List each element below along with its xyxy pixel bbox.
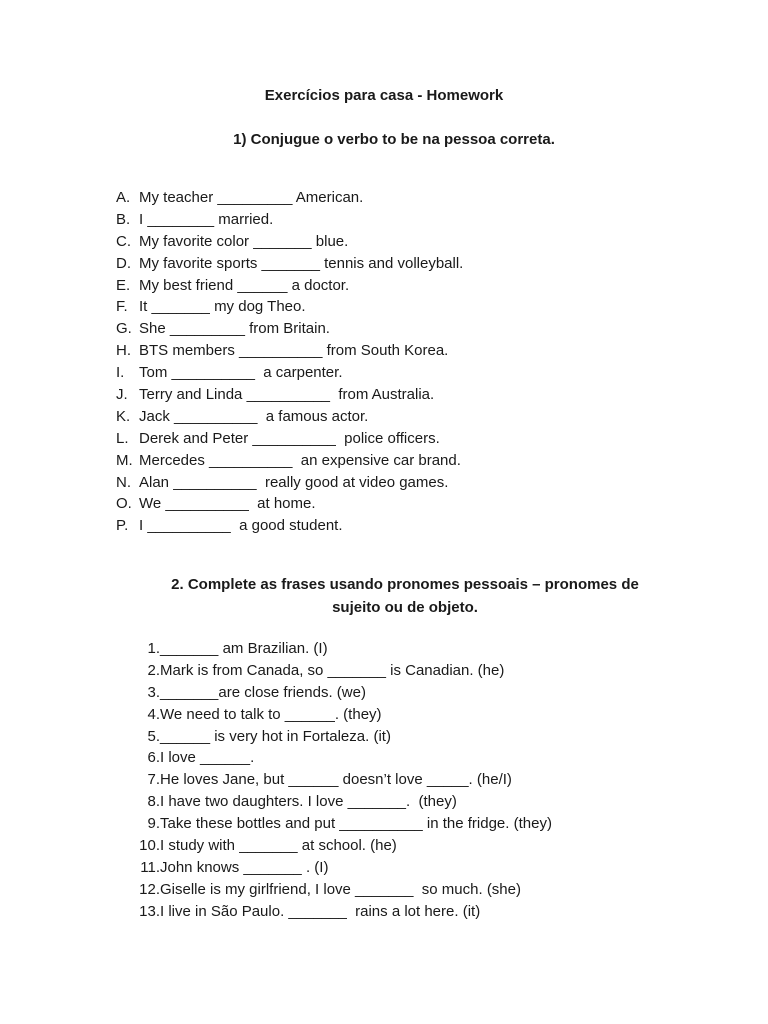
list-item xyxy=(116,253,463,275)
list-item xyxy=(116,187,463,209)
list-item xyxy=(130,660,552,682)
list-item-text: We need to talk to ______. (they) xyxy=(160,705,382,723)
list-item-marker: 10. xyxy=(139,837,160,855)
list-item xyxy=(116,493,463,515)
list-item-marker: H. xyxy=(116,342,131,360)
list-item-text: I live in São Paulo. _______ rains a lot here. (it) xyxy=(160,902,481,920)
list-item xyxy=(130,682,552,704)
list-item xyxy=(130,813,552,835)
list-item-text: Tom __________ a carpenter. xyxy=(139,364,343,382)
section2-heading: 2. Complete as frases usando pronomes pessoais – pronomes de sujeito ou de objeto. xyxy=(171,576,639,616)
list-item-text: Mark is from Canada, so _______ is Canadian. (he) xyxy=(160,661,505,679)
list-item xyxy=(116,231,463,253)
list-item xyxy=(116,406,463,428)
list-item-marker: 4. xyxy=(147,705,160,723)
list-item-marker: L. xyxy=(116,429,129,447)
list-item xyxy=(116,450,463,472)
list-item-text: My favorite sports _______ tennis and volleyball. xyxy=(139,254,464,272)
list-item xyxy=(130,726,552,748)
list-item-marker: 2. xyxy=(147,661,160,679)
list-item-text: He loves Jane, but ______ doesn’t love _____. (he/I) xyxy=(160,771,512,789)
list-item-text: ______ is very hot in Fortaleza. (it) xyxy=(160,727,391,745)
list-item xyxy=(116,362,463,384)
list-item xyxy=(116,472,463,494)
list-item xyxy=(116,428,463,450)
list-item-text: _______ am Brazilian. (I) xyxy=(160,640,328,657)
list-item-marker: D. xyxy=(116,254,131,272)
list-item-marker: 13. xyxy=(139,902,160,920)
list-item-marker: 3. xyxy=(147,683,160,701)
document-title: Exercícios para casa - Homework xyxy=(264,87,504,104)
list-item-marker: A. xyxy=(116,189,131,206)
list-item-marker: 1. xyxy=(147,640,160,657)
list-item-text: It _______ my dog Theo. xyxy=(139,298,306,316)
list-item-text: Take these bottles and put __________ in the fridge. (they) xyxy=(160,815,552,833)
list-item-text: Terry and Linda __________ from Australia. xyxy=(139,386,435,404)
list-item xyxy=(130,879,552,901)
list-item-marker: 6. xyxy=(147,749,160,767)
list-item-marker: I. xyxy=(116,364,125,382)
list-item-text: Giselle is my girlfriend, I love _______ so much. (she) xyxy=(160,880,521,898)
section2-list xyxy=(130,638,552,923)
list-item-marker: K. xyxy=(116,407,131,425)
list-item xyxy=(116,296,463,318)
list-item-marker: J. xyxy=(116,386,128,404)
list-item-marker: 9. xyxy=(147,815,160,833)
list-item-text: I ________ married. xyxy=(139,210,274,228)
list-item xyxy=(116,515,463,537)
list-item-text: Alan __________ really good at video games. xyxy=(139,473,449,491)
list-item xyxy=(130,901,552,923)
list-item-text: Jack __________ a famous actor. xyxy=(139,407,369,425)
list-item-text: BTS members __________ from South Korea. xyxy=(139,342,449,360)
list-item-marker: 7. xyxy=(147,771,160,789)
list-item-text: I have two daughters. I love _______. (they) xyxy=(160,793,457,811)
list-item-marker: E. xyxy=(116,276,131,294)
list-item xyxy=(130,747,552,769)
list-item-text: I study with _______ at school. (he) xyxy=(160,837,397,855)
list-item xyxy=(116,275,463,297)
list-item xyxy=(130,769,552,791)
list-item-text: Derek and Peter __________ police officers. xyxy=(139,429,440,447)
list-item-marker: F. xyxy=(116,298,128,316)
list-item-marker: 12. xyxy=(139,880,160,898)
list-item-text: John knows _______ . (I) xyxy=(160,858,329,876)
list-item-marker: G. xyxy=(116,320,132,338)
list-item-marker: C. xyxy=(116,232,131,250)
section1-list xyxy=(116,187,463,537)
section1-heading: 1) Conjugue o verbo to be na pessoa correta. xyxy=(233,131,555,148)
list-item-text: Mercedes __________ an expensive car brand. xyxy=(139,451,461,469)
list-item-text: My best friend ______ a doctor. xyxy=(139,276,350,294)
list-item-text: We __________ at home. xyxy=(139,495,316,513)
list-item-marker: 8. xyxy=(147,793,160,811)
list-item xyxy=(116,340,463,362)
list-item-text: She _________ from Britain. xyxy=(139,320,330,338)
list-item-text: _______are close friends. (we) xyxy=(160,683,366,701)
list-item xyxy=(130,857,552,879)
list-item-marker: P. xyxy=(116,517,129,535)
list-item-marker: B. xyxy=(116,210,131,228)
list-item xyxy=(116,209,463,231)
list-item xyxy=(116,318,463,340)
list-item-marker: N. xyxy=(116,473,131,491)
list-item-marker: 5. xyxy=(147,727,160,745)
list-item-text: I love ______. xyxy=(160,749,255,767)
list-item-marker: 11. xyxy=(140,858,160,876)
list-item xyxy=(130,835,552,857)
list-item xyxy=(130,638,552,660)
list-item-text: I __________ a good student. xyxy=(139,517,343,535)
list-item-text: My favorite color _______ blue. xyxy=(139,232,349,250)
list-item-marker: M. xyxy=(116,451,133,469)
list-item-marker: O. xyxy=(116,495,132,513)
list-item-text: My teacher _________ American. xyxy=(139,189,364,206)
list-item xyxy=(116,384,463,406)
list-item xyxy=(130,704,552,726)
list-item xyxy=(130,791,552,813)
